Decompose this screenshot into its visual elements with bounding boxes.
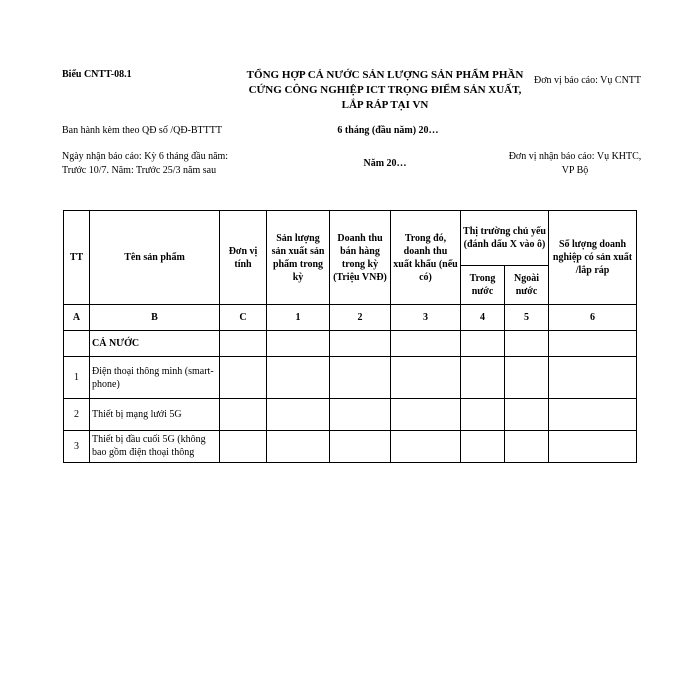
code-cell: 3 (391, 305, 461, 331)
code-cell: A (64, 305, 90, 331)
header-foreign: Ngoài nước (505, 266, 549, 305)
table-cell[interactable] (549, 399, 637, 431)
product-name: Điện thoại thông minh (smart-phone) (90, 357, 220, 399)
table-cell[interactable] (220, 431, 267, 463)
table-cell[interactable] (267, 399, 330, 431)
table-cell[interactable] (391, 331, 461, 357)
header-tt: TT (64, 211, 90, 305)
header-enterprise-count: Số lượng doanh nghiệp có sản xuất /lắp ráp (549, 211, 637, 305)
row-index: 1 (64, 357, 90, 399)
receiving-unit: Đơn vị nhận báo cáo: Vụ KHTC, VP Bộ (508, 151, 642, 176)
reporting-period: 6 tháng (đầu năm) 20… (337, 125, 439, 136)
table-cell[interactable] (330, 357, 391, 399)
code-cell: 2 (330, 305, 391, 331)
code-cell: 1 (267, 305, 330, 331)
table-cell[interactable] (549, 431, 637, 463)
receive-date-line-2: Trước 10/7. Năm: Trước 25/3 năm sau (62, 165, 217, 176)
receive-date-note (62, 150, 228, 178)
table-row (64, 399, 637, 431)
product-name: Thiết bị đầu cuối 5G (không bao gồm điện thoại thông (92, 434, 206, 458)
product-name-cell (90, 431, 220, 463)
header-export-revenue: Trong đó, doanh thu xuất khẩu (nếu có) (391, 211, 461, 305)
header-product-name: Tên sản phẩm (90, 211, 220, 305)
table-cell[interactable] (461, 431, 505, 463)
reporting-unit: Đơn vị báo cáo: Vụ CNTT (533, 75, 642, 86)
table-cell[interactable] (391, 399, 461, 431)
table-cell[interactable] (267, 331, 330, 357)
table-cell[interactable] (391, 431, 461, 463)
table-cell[interactable] (267, 431, 330, 463)
table-cell[interactable] (267, 357, 330, 399)
issued-under-decision: Ban hành kèm theo QĐ số /QĐ-BTTTT (62, 125, 222, 136)
header-output: Sản lượng sản xuất sản phẩm trong kỳ (267, 211, 330, 305)
table-cell[interactable] (549, 331, 637, 357)
header-revenue: Doanh thu bán hàng trong kỳ (Triệu VNĐ) (330, 211, 391, 305)
table-cell[interactable] (505, 399, 549, 431)
row-index: 3 (64, 431, 90, 463)
table-cell[interactable] (461, 357, 505, 399)
header-main-market: Thị trường chủ yếu (đánh dấu X vào ô) (461, 211, 549, 266)
column-code-row (64, 305, 637, 331)
receive-date-line-1: Ngày nhận báo cáo: Kỳ 6 tháng đầu năm: (62, 151, 229, 162)
report-table (63, 210, 637, 463)
table-row (64, 357, 637, 399)
code-cell: 4 (461, 305, 505, 331)
row-index: 2 (64, 399, 90, 431)
header-domestic: Trong nước (461, 266, 505, 305)
national-total-row (64, 331, 637, 357)
report-title: TỔNG HỢP CẢ NƯỚC SẢN LƯỢNG SẢN PHẨM PHẦN CỨNG CÔNG NGHIỆP ICT TRỌNG ĐIỂM SẢN XUẤT, LẮP RÁP TẠI VN (246, 69, 524, 111)
table-cell[interactable] (549, 357, 637, 399)
table-cell[interactable] (330, 399, 391, 431)
table-cell[interactable] (461, 331, 505, 357)
code-cell: C (220, 305, 267, 331)
table-cell[interactable] (505, 431, 549, 463)
header-unit: Đơn vị tính (220, 211, 267, 305)
table-cell[interactable] (330, 331, 391, 357)
code-cell: B (90, 305, 220, 331)
table-cell[interactable] (220, 331, 267, 357)
table-cell[interactable] (330, 431, 391, 463)
table-row (64, 431, 637, 463)
form-code: Biểu CNTT-08.1 (62, 69, 132, 80)
code-cell: 5 (505, 305, 549, 331)
table-cell[interactable] (391, 357, 461, 399)
table-cell[interactable] (505, 357, 549, 399)
table-cell[interactable] (220, 399, 267, 431)
national-total-label: CẢ NƯỚC (90, 331, 220, 357)
table-cell[interactable] (220, 357, 267, 399)
table-cell[interactable] (461, 399, 505, 431)
table-cell[interactable] (505, 331, 549, 357)
product-name: Thiết bị mạng lưới 5G (90, 399, 220, 431)
report-year: Năm 20… (363, 158, 407, 169)
code-cell: 6 (549, 305, 637, 331)
